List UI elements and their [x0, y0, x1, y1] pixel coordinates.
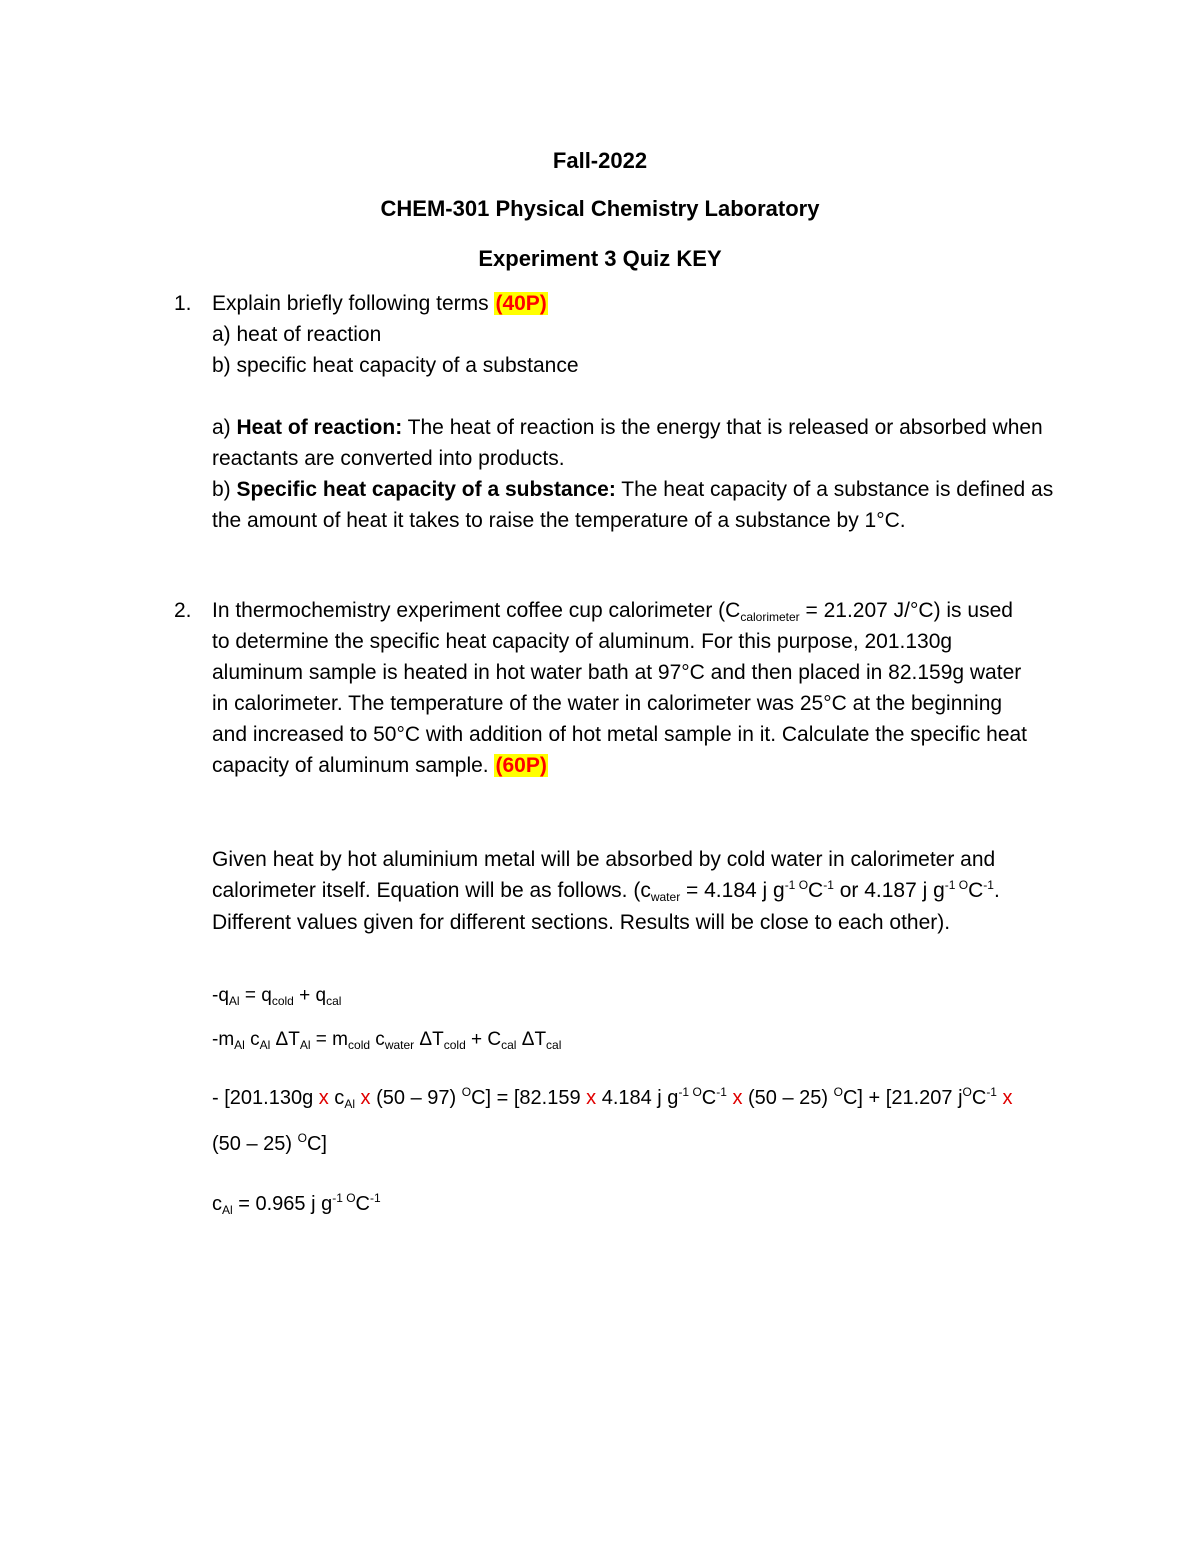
- eq2-c: ΔT: [270, 1029, 300, 1050]
- q2-line-6: [212, 755, 548, 776]
- p2-sup-1: -1 O: [784, 878, 809, 892]
- multiply-sign: x: [586, 1087, 597, 1109]
- q1-number: 1.: [174, 292, 192, 315]
- result-b: = 0.965 j g: [232, 1193, 333, 1215]
- eq1-a: -q: [212, 985, 229, 1006]
- p2-sub: water: [650, 890, 681, 904]
- q1-points-badge: (40P): [495, 292, 547, 315]
- q2-l1-text-b: = 21.207 J/°C) is used: [799, 599, 1013, 622]
- eq2-sub-g: cal: [501, 1038, 517, 1052]
- eq3-sup-a: O: [461, 1085, 472, 1099]
- q2-line-2: to determine the specific heat capacity of aluminum. For this purpose, 201.130g: [212, 630, 953, 653]
- ans-a-term: Heat of reaction:: [236, 416, 403, 439]
- eq1-sub-a: Al: [228, 994, 240, 1008]
- answer-para-2: [212, 878, 1000, 904]
- eq3b-sup: O: [297, 1131, 307, 1145]
- ans-b-term: Specific heat capacity of a substance:: [236, 478, 616, 501]
- eq3-a: - [201.130g: [212, 1087, 319, 1109]
- eq2-sub-c: Al: [299, 1038, 311, 1052]
- eq3b-b: C]: [306, 1133, 327, 1155]
- multiply-sign: x: [1002, 1087, 1013, 1109]
- eq2-sub-b: Al: [259, 1038, 271, 1052]
- ans-a-prefix: a): [212, 416, 237, 439]
- eq3-j: C] + [21.207 j: [842, 1087, 963, 1109]
- result-sub: Al: [222, 1203, 233, 1217]
- equation-3-cont: [212, 1131, 327, 1155]
- p2-text-c: C: [808, 879, 824, 902]
- eq3-sub-a: Al: [344, 1097, 355, 1111]
- q1-answer-a-cont: reactants are converted into products.: [212, 447, 565, 470]
- q1-prompt-text: Explain briefly following terms: [212, 292, 495, 315]
- eq3-g: C: [701, 1087, 717, 1109]
- eq3-sup-b: -1 O: [678, 1085, 702, 1099]
- eq3-d: (50 – 97): [370, 1087, 462, 1109]
- equation-2: [212, 1029, 562, 1052]
- term-heading: Fall-2022: [552, 148, 648, 173]
- eq3-sup-d: O: [833, 1085, 843, 1099]
- eq1-b: = q: [239, 985, 272, 1006]
- eq1-sub-b: cold: [271, 994, 294, 1008]
- q1-item-a: a) heat of reaction: [212, 323, 382, 346]
- p2-text-a: calorimeter itself. Equation will be as follows. (c: [212, 879, 651, 902]
- q1-answer-a: [212, 417, 1043, 438]
- eq2-sub-f: cold: [443, 1038, 466, 1052]
- eq3-i: (50 – 25): [742, 1087, 834, 1109]
- result-sup-a: -1 O: [332, 1191, 356, 1205]
- p2-sup-3: -1 O: [944, 878, 969, 892]
- q1-answer-b: [212, 479, 1053, 500]
- result-c: C: [355, 1193, 370, 1215]
- multiply-sign: x: [318, 1087, 329, 1109]
- q2-l6-text: capacity of aluminum sample.: [212, 754, 495, 777]
- eq2-a: -m: [212, 1029, 235, 1050]
- p2-text-f: .: [993, 879, 1000, 902]
- eq2-sub-d: cold: [348, 1038, 371, 1052]
- eq2-d: = m: [310, 1029, 349, 1050]
- eq3b-a: (50 – 25): [212, 1133, 298, 1155]
- q2-l1-sub: calorimeter: [740, 610, 800, 624]
- equation-3: [212, 1085, 1013, 1111]
- multiply-sign: x: [360, 1087, 371, 1109]
- eq1-sub-c: cal: [326, 994, 342, 1008]
- eq3-sup-f: -1: [986, 1085, 997, 1099]
- title-heading: Experiment 3 Quiz KEY: [478, 246, 722, 271]
- eq2-sub-a: Al: [234, 1038, 245, 1052]
- q1-answer-b-cont: the amount of heat it takes to raise the temperature of a substance by 1°C.: [212, 509, 906, 532]
- answer-para-1: Given heat by hot aluminium metal will be absorbed by cold water in calorimeter and: [212, 848, 996, 871]
- equation-1: [212, 985, 342, 1008]
- answer-para-3: Different values given for different sections. Results will be close to each other).: [212, 911, 951, 934]
- ans-b-text: The heat capacity of a substance is defined as: [615, 478, 1054, 501]
- p2-text-d: or 4.187 j g: [833, 879, 945, 902]
- q2-line-3: aluminum sample is heated in hot water bath at 97°C and then placed in 82.159g water: [212, 661, 1022, 684]
- eq3-b: c: [328, 1087, 345, 1109]
- q2-line-1: [212, 599, 1013, 624]
- eq2-g: + C: [465, 1029, 502, 1050]
- eq3-e: C] = [82.159: [471, 1087, 587, 1109]
- eq3-sup-c: -1: [716, 1085, 727, 1099]
- eq2-f: ΔT: [414, 1029, 444, 1050]
- q1-prompt: [212, 293, 548, 314]
- course-heading: CHEM-301 Physical Chemistry Laboratory: [380, 196, 820, 221]
- p2-sup-4: -1: [983, 878, 994, 892]
- q2-l1-text: In thermochemistry experiment coffee cup calorimeter (C: [212, 599, 741, 622]
- p2-sup-2: -1: [823, 878, 834, 892]
- eq3-sup-e: O: [962, 1085, 972, 1099]
- result-a: c: [212, 1193, 222, 1215]
- eq2-sub-e: water: [384, 1038, 415, 1052]
- ans-b-prefix: b): [212, 478, 237, 501]
- q2-line-4: in calorimeter. The temperature of the water in calorimeter was 25°C at the beginning: [212, 692, 1003, 715]
- eq3-k: C: [971, 1087, 987, 1109]
- p2-text-e: C: [968, 879, 984, 902]
- eq3-f: 4.184 j g: [596, 1087, 679, 1109]
- eq2-h: ΔT: [516, 1029, 547, 1050]
- q2-number: 2.: [174, 599, 192, 622]
- ans-a-text: The heat of reaction is the energy that is released or absorbed when: [402, 416, 1043, 439]
- q1-item-b: b) specific heat capacity of a substance: [212, 354, 579, 377]
- result-sup-b: -1: [370, 1191, 381, 1205]
- eq2-b: c: [244, 1029, 260, 1050]
- result-line: [212, 1191, 381, 1217]
- eq2-sub-h: cal: [546, 1038, 562, 1052]
- eq1-c: + q: [293, 985, 327, 1006]
- eq2-e: c: [370, 1029, 385, 1050]
- q2-points-badge: (60P): [495, 754, 547, 777]
- multiply-sign: x: [732, 1087, 743, 1109]
- p2-text-b: = 4.184 j g: [680, 879, 785, 902]
- q2-line-5: and increased to 50°C with addition of hot metal sample in it. Calculate the specific heat: [212, 723, 1028, 746]
